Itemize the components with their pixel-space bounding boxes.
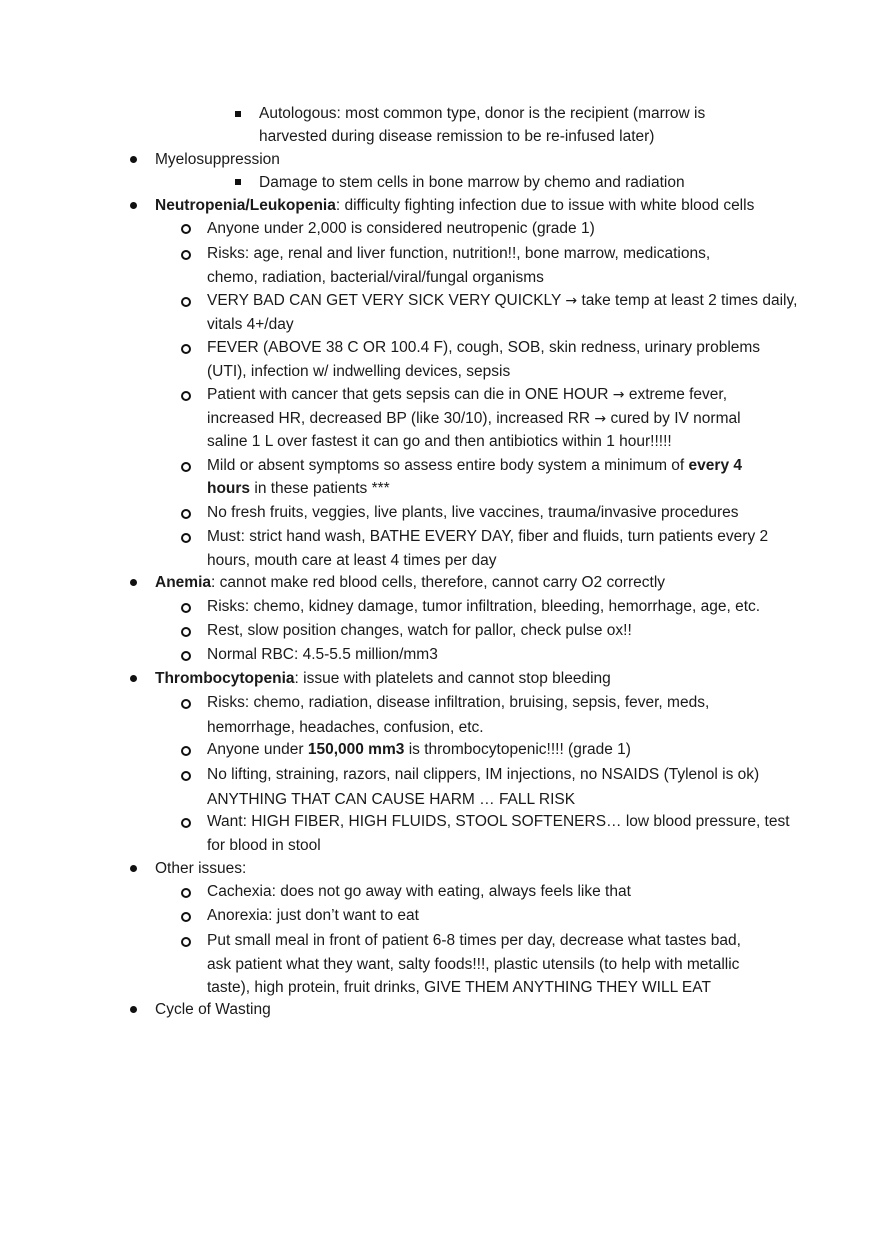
disc-bullet-icon: [130, 675, 137, 682]
neutro-item-3a: [207, 290, 797, 312]
thrombo-item-2-part2: is thrombocytopenic!!!! (grade 1): [408, 741, 631, 758]
other-item-2: Anorexia: just don’t want to eat: [207, 907, 419, 924]
thrombo-title: Thrombocytopenia: [155, 670, 295, 687]
neutro-item-8b: hours, mouth care at least 4 times per day: [207, 552, 497, 569]
myelo-sub: Damage to stem cells in bone marrow by chemo and radiation: [259, 174, 685, 191]
neutro-item-7: No fresh fruits, veggies, live plants, live vaccines, trauma/invasive procedures: [207, 504, 739, 521]
circle-bullet-icon: [181, 462, 191, 472]
other-item-3a: Put small meal in front of patient 6-8 times per day, decrease what tastes bad,: [207, 932, 741, 949]
circle-bullet-icon: [181, 224, 191, 234]
neutro-item-6-bold2: hours: [207, 480, 251, 497]
neutro-title-rest: : difficulty fighting infection due to issue with white blood cells: [335, 197, 755, 214]
neutro-item-6b: [207, 478, 390, 500]
circle-bullet-icon: [181, 746, 191, 756]
anemia-title-rest: : cannot make red blood cells, therefore, cannot carry O2 correctly: [211, 574, 666, 591]
arrow-right-icon: →: [594, 411, 607, 427]
thrombo-title-rest: : issue with platelets and cannot stop bleeding: [294, 670, 611, 687]
neutro-item-5-part2: extreme fever,: [628, 386, 728, 403]
neutro-item-5-part3: increased HR, decreased BP (like 30/10), increased RR: [207, 410, 591, 427]
arrow-right-icon: →: [565, 293, 578, 309]
disc-bullet-icon: [130, 865, 137, 872]
circle-bullet-icon: [181, 937, 191, 947]
circle-bullet-icon: [181, 603, 191, 613]
circle-bullet-icon: [181, 627, 191, 637]
disc-bullet-icon: [130, 579, 137, 586]
neutro-item-4a: FEVER (ABOVE 38 C OR 100.4 F), cough, SOB, skin redness, urinary problems: [207, 339, 761, 356]
neutro-title: Neutropenia/Leukopenia: [155, 197, 336, 214]
thrombo-item-2: [207, 739, 631, 761]
neutro-item-3-part1: VERY BAD CAN GET VERY SICK VERY QUICKLY: [207, 292, 562, 309]
disc-bullet-icon: [130, 156, 137, 163]
circle-bullet-icon: [181, 912, 191, 922]
anemia-item-1: Risks: chemo, kidney damage, tumor infiltration, bleeding, hemorrhage, age, etc.: [207, 598, 761, 615]
thrombo-item-2-part1: Anyone under: [207, 741, 304, 758]
cycle-title: Cycle of Wasting: [155, 1001, 271, 1018]
neutro-heading: [155, 195, 754, 217]
circle-bullet-icon: [181, 651, 191, 661]
neutro-item-5a: [207, 384, 727, 406]
anemia-heading: [155, 572, 665, 594]
circle-bullet-icon: [181, 533, 191, 543]
circle-bullet-icon: [181, 509, 191, 519]
neutro-item-4b: (UTI), infection w/ indwelling devices, sepsis: [207, 363, 511, 380]
neutro-item-3-part2: take temp at least 2 times daily,: [581, 292, 798, 309]
neutro-item-5c: saline 1 L over fastest it can go and then antibiotics within 1 hour!!!!!: [207, 433, 672, 450]
other-item-1: Cachexia: does not go away with eating, always feels like that: [207, 883, 631, 900]
disc-bullet-icon: [130, 1006, 137, 1013]
neutro-item-2a: Risks: age, renal and liver function, nutrition!!, bone marrow, medications,: [207, 245, 711, 262]
autologous-line-2: harvested during disease remission to be re-infused later): [259, 128, 655, 145]
neutro-item-3b: vitals 4+/day: [207, 316, 294, 333]
thrombo-item-1a: Risks: chemo, radiation, disease infiltration, bruising, sepsis, fever, meds,: [207, 694, 710, 711]
myelo-title: Myelosuppression: [155, 151, 280, 168]
disc-bullet-icon: [130, 202, 137, 209]
thrombo-item-3b: ANYTHING THAT CAN CAUSE HARM … FALL RISK: [207, 791, 576, 808]
anemia-title: Anemia: [155, 574, 211, 591]
square-bullet-icon: [235, 111, 241, 117]
square-bullet-icon: [235, 179, 241, 185]
circle-bullet-icon: [181, 699, 191, 709]
thrombo-item-2-bold: 150,000 mm3: [307, 741, 405, 758]
thrombo-item-4a: Want: HIGH FIBER, HIGH FLUIDS, STOOL SOFTENERS… low blood pressure, test: [207, 813, 790, 830]
thrombo-item-1b: hemorrhage, headaches, confusion, etc.: [207, 719, 484, 736]
circle-bullet-icon: [181, 771, 191, 781]
circle-bullet-icon: [181, 818, 191, 828]
anemia-item-2: Rest, slow position changes, watch for pallor, check pulse ox!!: [207, 622, 632, 639]
thrombo-item-3a: No lifting, straining, razors, nail clippers, IM injections, no NSAIDS (Tylenol is ok): [207, 766, 760, 783]
neutro-item-2b: chemo, radiation, bacterial/viral/fungal organisms: [207, 269, 544, 286]
other-item-3c: taste), high protein, fruit drinks, GIVE THEM ANYTHING THEY WILL EAT: [207, 979, 711, 996]
other-item-3b: ask patient what they want, salty foods!!!, plastic utensils (to help with metallic: [207, 956, 740, 973]
circle-bullet-icon: [181, 250, 191, 260]
other-title: Other issues:: [155, 860, 247, 877]
anemia-item-3: Normal RBC: 4.5-5.5 million/mm3: [207, 646, 438, 663]
circle-bullet-icon: [181, 391, 191, 401]
autologous-line-1: Autologous: most common type, donor is the recipient (marrow is: [259, 105, 706, 122]
neutro-item-6-bold1: every 4: [688, 457, 742, 474]
circle-bullet-icon: [181, 344, 191, 354]
neutro-item-5b: [207, 408, 741, 430]
neutro-item-5-part1: Patient with cancer that gets sepsis can die in ONE HOUR: [207, 386, 609, 403]
thrombo-heading: [155, 668, 611, 690]
neutro-item-6a: [207, 455, 742, 477]
neutro-item-1: Anyone under 2,000 is considered neutropenic (grade 1): [207, 220, 595, 237]
thrombo-item-4b: for blood in stool: [207, 837, 321, 854]
arrow-right-icon: →: [612, 387, 625, 403]
circle-bullet-icon: [181, 888, 191, 898]
neutro-item-5-part4: cured by IV normal: [610, 410, 741, 427]
circle-bullet-icon: [181, 297, 191, 307]
neutro-item-8a: Must: strict hand wash, BATHE EVERY DAY, fiber and fluids, turn patients every 2: [207, 528, 769, 545]
neutro-item-6-part1: Mild or absent symptoms so assess entire body system a minimum of: [207, 457, 685, 474]
neutro-item-6-part2: in these patients ***: [254, 480, 390, 497]
